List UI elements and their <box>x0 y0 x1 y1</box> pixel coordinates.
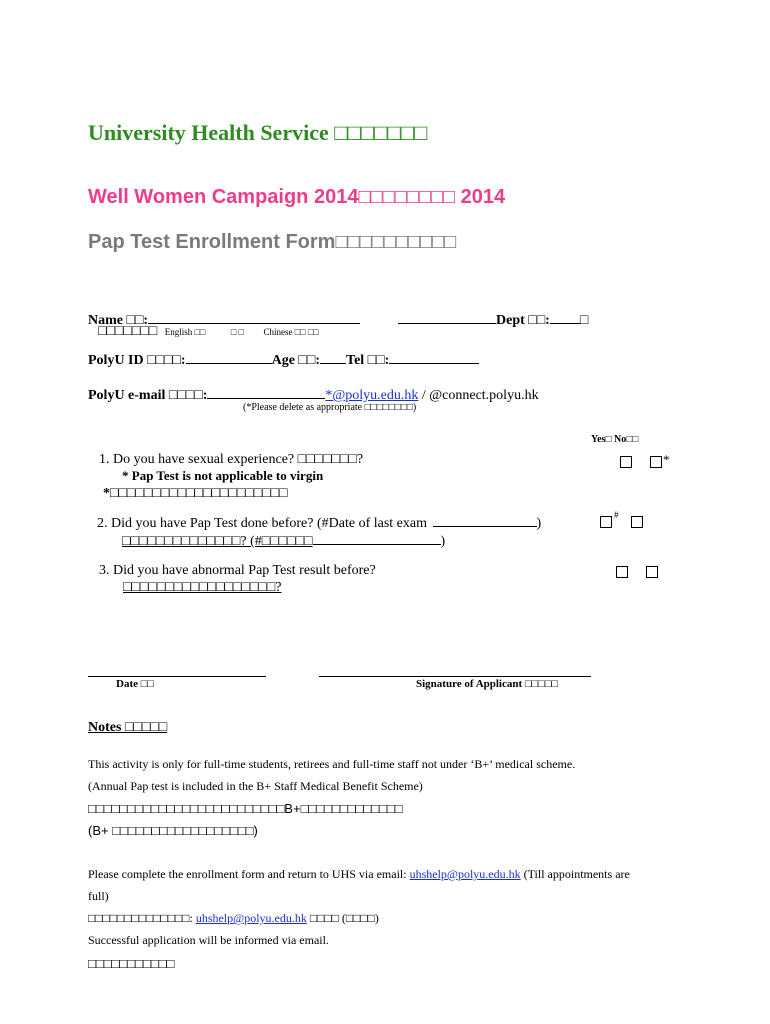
campaign-title: Well Women Campaign 2014□□□□□□□□ 2014 <box>88 186 506 208</box>
notes-line-5-pre: Please complete the enrollment form and return to UHS via email: <box>88 867 410 881</box>
notes-line-5 <box>88 867 630 882</box>
email-blank[interactable] <box>207 384 325 399</box>
polyu-id-blank[interactable] <box>186 349 272 364</box>
age-blank[interactable] <box>320 349 346 364</box>
notes-line-6: full) <box>88 889 109 903</box>
email-alt: / @connect.polyu.hk <box>418 388 539 403</box>
dept-blank[interactable] <box>550 309 580 324</box>
question-1: 1. Do you have sexual experience? □□□□□□□? <box>99 452 364 467</box>
dept-field[interactable] <box>398 309 588 329</box>
dept-pre-blank[interactable] <box>398 309 496 324</box>
id-age-tel-row <box>88 349 479 369</box>
name-sub-cn: □□□□□□□ <box>98 324 158 339</box>
uhs-email-link-cn[interactable]: uhshelp@polyu.edu.hk <box>195 911 307 925</box>
name-sub-cn2: Chinese □□ □□ <box>263 327 319 337</box>
yes-no-header: Yes□ No□□ <box>591 434 639 445</box>
name-sub-mid: □ □ <box>230 327 244 337</box>
q1-no-checkbox[interactable] <box>650 456 662 468</box>
dept-tail: □ <box>579 313 589 328</box>
question-2-text: 2. Did you have Pap Test done before? (#Date of last exam <box>97 516 427 531</box>
notes-line-3: □□□□□□□□□□□□□□□□□□□□□□□□□B+□□□□□□□□□□□□□ <box>88 801 403 816</box>
tel-blank[interactable] <box>389 349 479 364</box>
q2-yes-checkbox[interactable] <box>600 516 612 528</box>
name-sub-en: English □□ <box>164 327 206 337</box>
notes-line-4: (B+ □□□□□□□□□□□□□□□□□□) <box>88 823 258 838</box>
email-domain-link[interactable]: *@polyu.edu.hk <box>325 388 419 403</box>
signature-label: Signature of Applicant □□□□□ <box>416 678 559 690</box>
date-line[interactable] <box>88 676 266 677</box>
question-3: 3. Did you have abnormal Pap Test result before? <box>99 563 376 578</box>
question-1-note-cn: *□□□□□□□□□□□□□□□□□□□□□ <box>103 486 288 501</box>
email-row <box>88 384 539 404</box>
q3-no-checkbox[interactable] <box>646 566 658 578</box>
notes-line-8: Successful application will be informed via email. <box>88 933 329 947</box>
question-2-close: ) <box>536 516 542 531</box>
notes-line-7 <box>88 911 379 926</box>
question-2-cn <box>122 530 445 550</box>
email-label: PolyU e-mail □□□□: <box>88 388 208 403</box>
last-exam-date-cn-blank[interactable] <box>313 530 441 545</box>
name-label: Name □□: <box>88 313 149 328</box>
question-3-cn: □□□□□□□□□□□□□□□□□□? <box>123 580 282 595</box>
notes-line-7-post: □□□□ (□□□□) <box>306 911 379 925</box>
q1-yes-checkbox[interactable] <box>620 456 632 468</box>
signature-line[interactable] <box>319 676 591 677</box>
q3-yes-checkbox[interactable] <box>616 566 628 578</box>
notes-line-1: This activity is only for full-time students, retirees and full-time staff not under ‘B+’ medical scheme. <box>88 757 576 771</box>
last-exam-date-blank[interactable] <box>433 512 537 527</box>
notes-line-9: □□□□□□□□□□□ <box>88 956 175 971</box>
email-note: (*Please delete as appropriate □□□□□□□□) <box>243 402 417 413</box>
uhs-email-link[interactable]: uhshelp@polyu.edu.hk <box>409 867 521 881</box>
form-title: Pap Test Enrollment Form□□□□□□□□□□ <box>88 231 457 253</box>
q2-yes-mark: # <box>614 510 619 520</box>
polyu-id-label: PolyU ID □□□□: <box>88 353 186 368</box>
age-label: Age □□: <box>271 353 321 368</box>
name-blank[interactable] <box>148 309 360 324</box>
service-title: University Health Service □□□□□□□ <box>88 120 428 145</box>
dept-label: Dept □□: <box>496 313 550 328</box>
q1-no-star: * <box>663 452 670 467</box>
notes-line-2: (Annual Pap test is included in the B+ Staff Medical Benefit Scheme) <box>88 779 423 793</box>
tel-label: Tel □□: <box>346 353 390 368</box>
notes-line-5-post: (Till appointments are <box>520 867 630 881</box>
date-label: Date □□ <box>116 678 155 690</box>
q2-no-checkbox[interactable] <box>631 516 643 528</box>
name-subline <box>98 324 319 340</box>
notes-line-7-pre: □□□□□□□□□□□□□□: <box>88 911 196 925</box>
question-2-cn-text: □□□□□□□□□□□□□□? (#□□□□□□ <box>122 534 313 549</box>
question-2-cn-close: ) <box>440 534 446 549</box>
question-2 <box>97 512 541 532</box>
notes-heading: Notes □□□□□ <box>88 720 168 735</box>
question-1-note: * Pap Test is not applicable to virgin <box>122 468 324 483</box>
